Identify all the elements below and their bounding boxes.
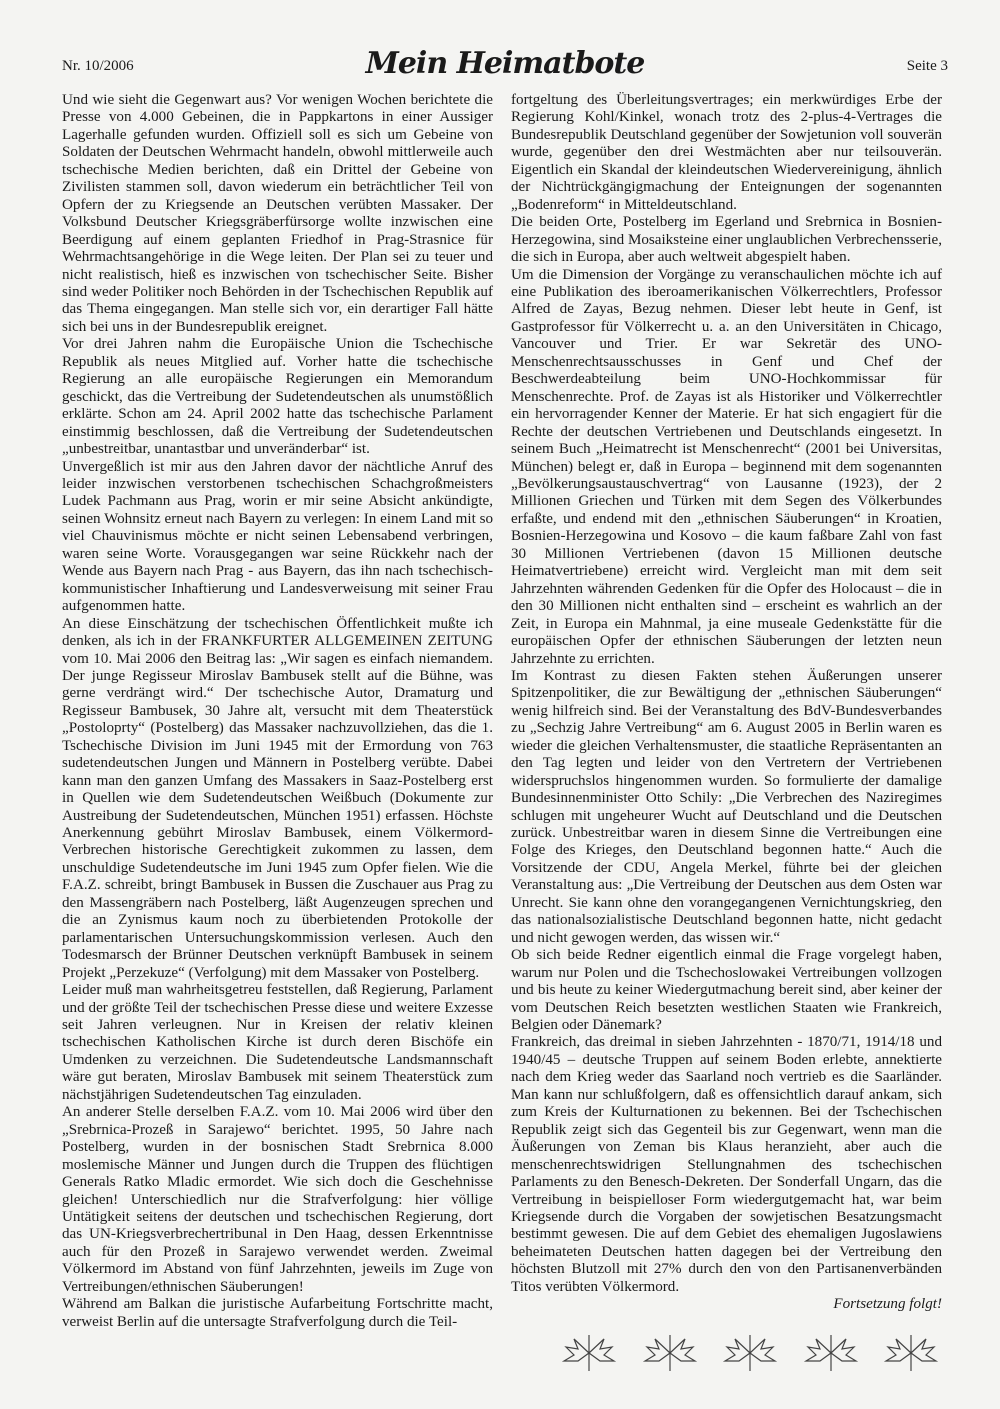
maple-leaf-icon xyxy=(882,1331,940,1375)
paragraph: Frankreich, das dreimal in sieben Jahrzehnten - 1870/71, 1914/18 und 1940/45 – deutsche Truppen auf seinem Boden erlebte, annektierte nach dem Krieg weder das Saarland noch vertrieb es die Saarländer. Man kann nur schlußfolgern, daß es offensichtlich darauf ankam, sich zum Kreis der Kulturnationen zu bekennen. Bei der Tschechischen Republik zeigt sich das Gegenteil bis zur Gegenwart, wenn man die Äußerungen von Zeman bis Klaus heranzieht, aber auch die menschenrechtswidrigen Stellungnahmen des tschechischen Parlaments zu den Benesch-Dekreten. Der Sonderfall Ungarn, das die Vertreibung in beispielloser Form wiedergutgemacht hat, war beim Kriegsende durch die Vorgaben der sowjetischen Besatzungsmacht bestimmt gewesen. Die auf dem Gebiet des ehemaligen Jugoslawiens beheimateten Deutschen hatten dagegen bei der Vertreibung den höchsten Blutzoll mit 27% durch den von den Partisanenverbänden Titos verübten Völkermord. xyxy=(511,1034,942,1295)
paragraph: Leider muß man wahrheitsgetreu feststellen, daß Regierung, Parlament und der größte Teil der tschechischen Presse diese und weitere Exzesse seit Jahren verleugnen. Nur in Kreisen der relativ kleinen tschechischen Katholischen Kirche ist durch deren Bischöfe ein Umdenken zu verzeichnen. Die Sudetendeutsche Landsmannschaft wäre gut beraten, Miroslav Bambusek mit seinem Theaterstück zum nächstjährigen Sudetendeutschen Tag einzuladen. xyxy=(62,982,493,1103)
paragraph: Unvergeßlich ist mir aus den Jahren davor der nächtliche Anruf des leider inzwischen verstorbenen tschechischen Schachgroßmeisters Ludek Pachmann aus Prag, worin er mir seine Absicht ankündigte, seinen Wohnsitz erneut nach Bayern zu verlegen: In einem Land mit so viel Chauvinismus möchte er nicht seinen Lebensabend verbringen, waren seine Worte. Vorausgegangen war seine Rückkehr nach der Wende aus Bayern nach Prag - aus Bayern, das ihn nach tschechisch-kommunistischer Inhaftierung und Landesverweisung mit seiner Frau aufgenommen hatte. xyxy=(62,458,493,615)
right-column xyxy=(511,92,942,1314)
paragraph: An diese Einschätzung der tschechischen Öffentlichkeit mußte ich denken, als ich in der FRANKFURTER ALLGEMEINEN ZEITUNG vom 10. Mai 2006 den Beitrag las: „Wir sagen es einfach niemandem. Der junge Regisseur Miroslav Bambusek stellt auf die Bühne, was gerne verdrängt wird.“ Der tschechische Autor, Dramaturg und Regisseur Bambusek, 30 Jahre alt, versucht mit dem Theaterstück „Postoloprty“ (Postelberg) das Massaker nachzuvollziehen, das die 1. Tschechische Division im Juni 1945 mit der Ermordung von 763 sudetendeutschen Jungen und Männern in Postelberg verübte. Dabei kann man den ganzen Umfang des Massakers in Saaz-Postelberg erst in Quellen wie dem Sudetendeutschen Weißbuch (Dokumente zur Austreibung der Sudetendeutschen, München 1951) erfassen. Höchste Anerkennung gebührt Miroslav Bambusek, einem Völkermord-Verbrechen historische Gerechtigkeit zukommen zu lassen, dem unschuldige Sudetendeutsche im Juni 1945 zum Opfer fielen. Wie die F.A.Z. schreibt, bringt Bambusek in Bussen die Zuschauer aus Prag zu den Massengräbern nach Postelberg, läßt Augenzeugen sprechen und die an Zynismus kaum noch zu überbietenden Protokolle der parlamentarischen Untersuchungskommission verlesen. Auch den Todesmarsch der Brünner Deutschen verknüpft Bambusek in seinem Projekt „Perzekuze“ (Verfolgung) mit dem Massaker von Postelberg. xyxy=(62,615,493,981)
paragraph: Und wie sieht die Gegenwart aus? Vor wenigen Wochen berichtete die Presse von 4.000 Gebeinen, die in Pappkartons in einer Aussiger Lagerhalle gefunden wurden. Offiziell soll es sich um Gebeine von Soldaten der Deutschen Wehrmacht handeln, obwohl mittlerweile auch tschechische Medien berichten, daß ein Drittel der Gebeine von Zivilisten stammen soll, davon wiederum ein beträchtlicher Teil von Opfern der zu Kriegsende an Deutschen verübten Massaker. Der Volksbund Deutscher Kriegsgräberfürsorge wollte inzwischen eine Beerdigung auf einem geplanten Friedhof in Prag-Strasnice für Wehrmachtsangehörige in die Wege leiten. Der Plan sei zu teuer und nicht realistisch, hieß es inzwischen von tschechischer Seite. Bisher sind weder Politiker noch Behörden in der Tschechischen Republik auf das Thema eingegangen. Man stelle sich vor, ein derartiger Fall hätte sich bei uns in der Bundesrepublik ereignet. xyxy=(62,92,493,335)
paragraph: Während am Balkan die juristische Aufarbeitung Fortschritte macht, verweist Berlin auf die untersagte Strafverfolgung durch die Teil- xyxy=(62,1296,493,1330)
paragraph: Die beiden Orte, Postelberg im Egerland und Srebrnica in Bosnien-Herzegowina, sind Mosaiksteine einer unglaublichen Verbrechensserie, die sich in Europa, aber auch weltweit abgespielt haben. xyxy=(511,214,943,266)
maple-leaf-icon xyxy=(802,1331,860,1375)
maple-leaf-icon xyxy=(721,1331,779,1375)
paragraph: Im Kontrast zu diesen Fakten stehen Äußerungen unserer Spitzenpolitiker, die zur Bewältigung der „ethnischen Säuberungen“ wenig hilfreich sind. Bei der Veranstaltung des BdV-Bundesverbandes zu „Sechzig Jahre Vertreibung“ am 6. August 2005 in Berlin waren es wieder die gleichen Verhaltensmuster, die staatliche Repräsentanten an den Tag legten und leider von den Vertretern der Vertriebenen widerspruchslos hingenommen wurden. So formulierte der damalige Bundesinnenminister Otto Schily: „Die Verbrechen des Naziregimes schlugen mit ungeheurer Wucht auf Deutschland und die Deutschen zurück. Unbestreitbar waren in diesem Sinne die Vertreibungen eine Folge des Krieges, den Deutschland begonnen hatte.“ Auch die Vorsitzende der CDU, Angela Merkel, führte bei der gleichen Veranstaltung aus: „Die Vertreibung der Deutschen aus dem Osten war Unrecht. Sie kann ohne den vorangegangenen Vernichtungskrieg, den das nationalsozialistische Deutschland begonnen hatte, nicht gedacht und nicht gewogen werden, das wissen wir.“ xyxy=(511,667,942,946)
continuation-note: Fortsetzung folgt! xyxy=(833,1296,942,1313)
page-header xyxy=(62,46,948,90)
page-number: Seite 3 xyxy=(906,58,948,74)
left-column xyxy=(62,92,493,1331)
maple-leaf-icon xyxy=(641,1331,699,1375)
paragraph: fortgeltung des Überleitungsvertrages; ein merkwürdiges Erbe der Regierung Kohl/Kinkel, wonach trotz des 2-plus-4-Vertrages die Bundesrepublik Deutschland gegenüber der Sowjetunion voll souverän wurde, gegenüber den drei Westmächten aber nur teilsouverän. Eigentlich ein Skandal der kleindeutschen Wiedervereinigung, ähnlich der Nichtrückgängigmachung der Enteignungen der sogenannten „Bodenreform“ in Mitteldeutschland. xyxy=(511,92,942,213)
paragraph: Ob sich beide Redner eigentlich einmal die Frage vorgelegt haben, warum nur Polen und die Tschechoslowakei Vertreibungen vollzogen und bis heute zu keiner Wiedergutmachung bereit sind, aber keiner der vom Deutschen Reich besetzten westlichen Staaten wie Frankreich, Belgien oder Dänemark? xyxy=(511,947,942,1034)
paragraph: Um die Dimension der Vorgänge zu veranschaulichen möchte ich auf eine Publikation des iberoamerikanischen Völkerrechtlers, Professor Alfred de Zayas, Bezug nehmen. Dieser lebt heute in Genf, ist Gastprofessor für Völkerrecht u. a. an den Universitäten in Chicago, Vancouver und Trier. Er war Sekretär des UNO-Menschenrechtsausschusses in Genf und Chef der Beschwerdeabteilung beim UNO-Hochkommissar für Menschenrechte. Prof. de Zayas ist als Historiker und Völkerrechtler ein hervorragender Kenner der Materie. Er hat sich engagiert für die Rechte der deutschen Vertriebenen und Deutschlands eingesetzt. In seinem Buch „Heimatrecht ist Menschenrecht“ (2001 bei Universitas, München) belegt er, daß in Europa – beginnend mit dem sogenannten „Bevölkerungsaustauschvertrag“ von Lausanne (1923), der 2 Millionen Griechen und Türken mit dem Segen des Völkerbundes erfaßte, und endend mit den „ethnischen Säuberungen“ in Kroatien, Bosnien-Herzegowina und Kosovo – die kaum faßbare Zahl von fast 30 Millionen Vertriebenen (davon 15 Millionen deutsche Heimatvertriebene) erreicht wird. Vergleicht man mit dem seit Jahrzehnten währenden Gedenken für die Opfer des Holocaust – die in den 30 Millionen nicht enthalten sind – erscheint es wahrlich an der Zeit, in Europa ein Mahnmal, ja eine museale Gedenkstätte für die europäischen Opfer der ethnischen Säuberungen der letzten neun Jahrzehnte zu errichten. xyxy=(511,266,942,667)
issue-number: Nr. 10/2006 xyxy=(62,58,134,74)
masthead-title: Mein Heimatbote xyxy=(365,46,645,81)
paragraph: An anderer Stelle derselben F.A.Z. vom 10. Mai 2006 wird über den „Srebrnica-Prozeß in Sarajewo“ berichtet. 1995, 50 Jahre nach Postelberg, wurden in der bosnischen Stadt Srebrnica 8.000 moslemische Männer und Jungen durch die Truppen des flüchtigen Generals Ratko Mladic ermordet. Wie sich doch die Geschehnisse gleichen! Unterschiedlich nur die Strafverfolgung: hier völlige Untätigkeit seitens der deutschen und tschechischen Regierung, dort das UN-Kriegsverbrechertribunal in Den Haag, dessen Erkenntnisse auch für den Prozeß in Sarajewo verwendet werden. Zweimal Völkermord im Abstand von fünf Jahrzehnten, jeweils im Zuge von Vertreibungen/ethnischen Säuberungen! xyxy=(62,1104,493,1295)
maple-leaf-icon xyxy=(560,1331,618,1375)
ornament-row xyxy=(560,1328,940,1378)
paragraph: Vor drei Jahren nahm die Europäische Union die Tschechische Republik als neues Mitglied auf. Vorher hatte die tschechische Regierung an alle europäische Regierungen ein Memorandum geschickt, das die Vertreibung der Sudetendeutschen als unumstößlich erklärte. Schon am 24. April 2002 hatte das tschechische Parlament einstimmig beschlossen, daß die Vertreibung der Sudetendeutschen „unbestreitbar, unantastbar und unveränderbar“ ist. xyxy=(62,336,493,458)
